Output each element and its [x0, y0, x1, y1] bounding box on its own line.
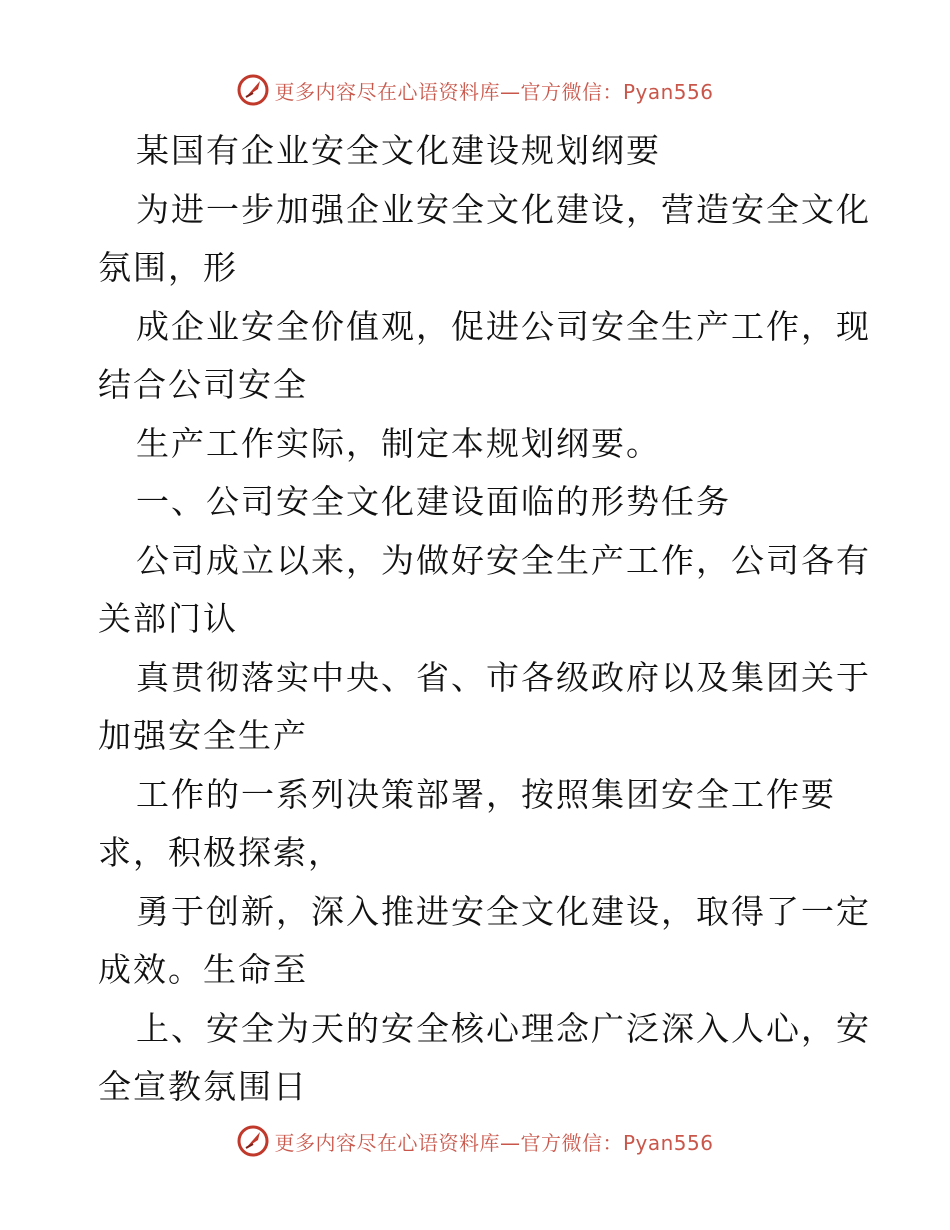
- document-title: 某国有企业安全文化建设规划纲要: [136, 131, 661, 170]
- footer-watermark: [0, 1121, 950, 1161]
- paragraph-line: 为进一步加强企业安全文化建设，营造安全文化: [136, 189, 871, 229]
- watermark-text: 更多内容尽在心语资料库—官方微信：Pyan556: [274, 79, 714, 104]
- quill-logo-icon: [236, 73, 270, 107]
- paragraph-line: 公司成立以来，为做好安全生产工作，公司各有: [136, 540, 871, 580]
- paragraph-line: 真贯彻落实中央、省、市各级政府以及集团关于: [136, 657, 871, 697]
- paragraph-line: 氛围，形: [98, 248, 238, 287]
- section-heading: 一、公司安全文化建设面临的形势任务: [136, 482, 731, 521]
- paragraph-line: 成企业安全价值观，促进公司安全生产工作，现: [136, 306, 871, 346]
- paragraph-line: 求，积极探索，: [98, 833, 343, 872]
- paragraph-line: 结合公司安全: [98, 365, 308, 404]
- watermark-text: 更多内容尽在心语资料库—官方微信：Pyan556: [274, 1130, 714, 1155]
- paragraph-line: 关部门认: [98, 599, 238, 638]
- paragraph-line: 上、安全为天的安全核心理念广泛深入人心，安: [136, 1008, 871, 1048]
- document-body: [98, 122, 871, 1117]
- paragraph-line: 工作的一系列决策部署，按照集团安全工作要: [136, 774, 836, 814]
- quill-logo-icon: [236, 1124, 270, 1158]
- paragraph-line: 勇于创新，深入推进安全文化建设，取得了一定: [136, 891, 871, 931]
- paragraph-line: 成效。生命至: [98, 950, 308, 989]
- paragraph-line: 生产工作实际，制定本规划纲要。: [136, 423, 661, 463]
- header-watermark: [0, 70, 950, 110]
- paragraph-line: 加强安全生产: [98, 716, 308, 755]
- paragraph-line: 全宣教氛围日: [98, 1067, 308, 1106]
